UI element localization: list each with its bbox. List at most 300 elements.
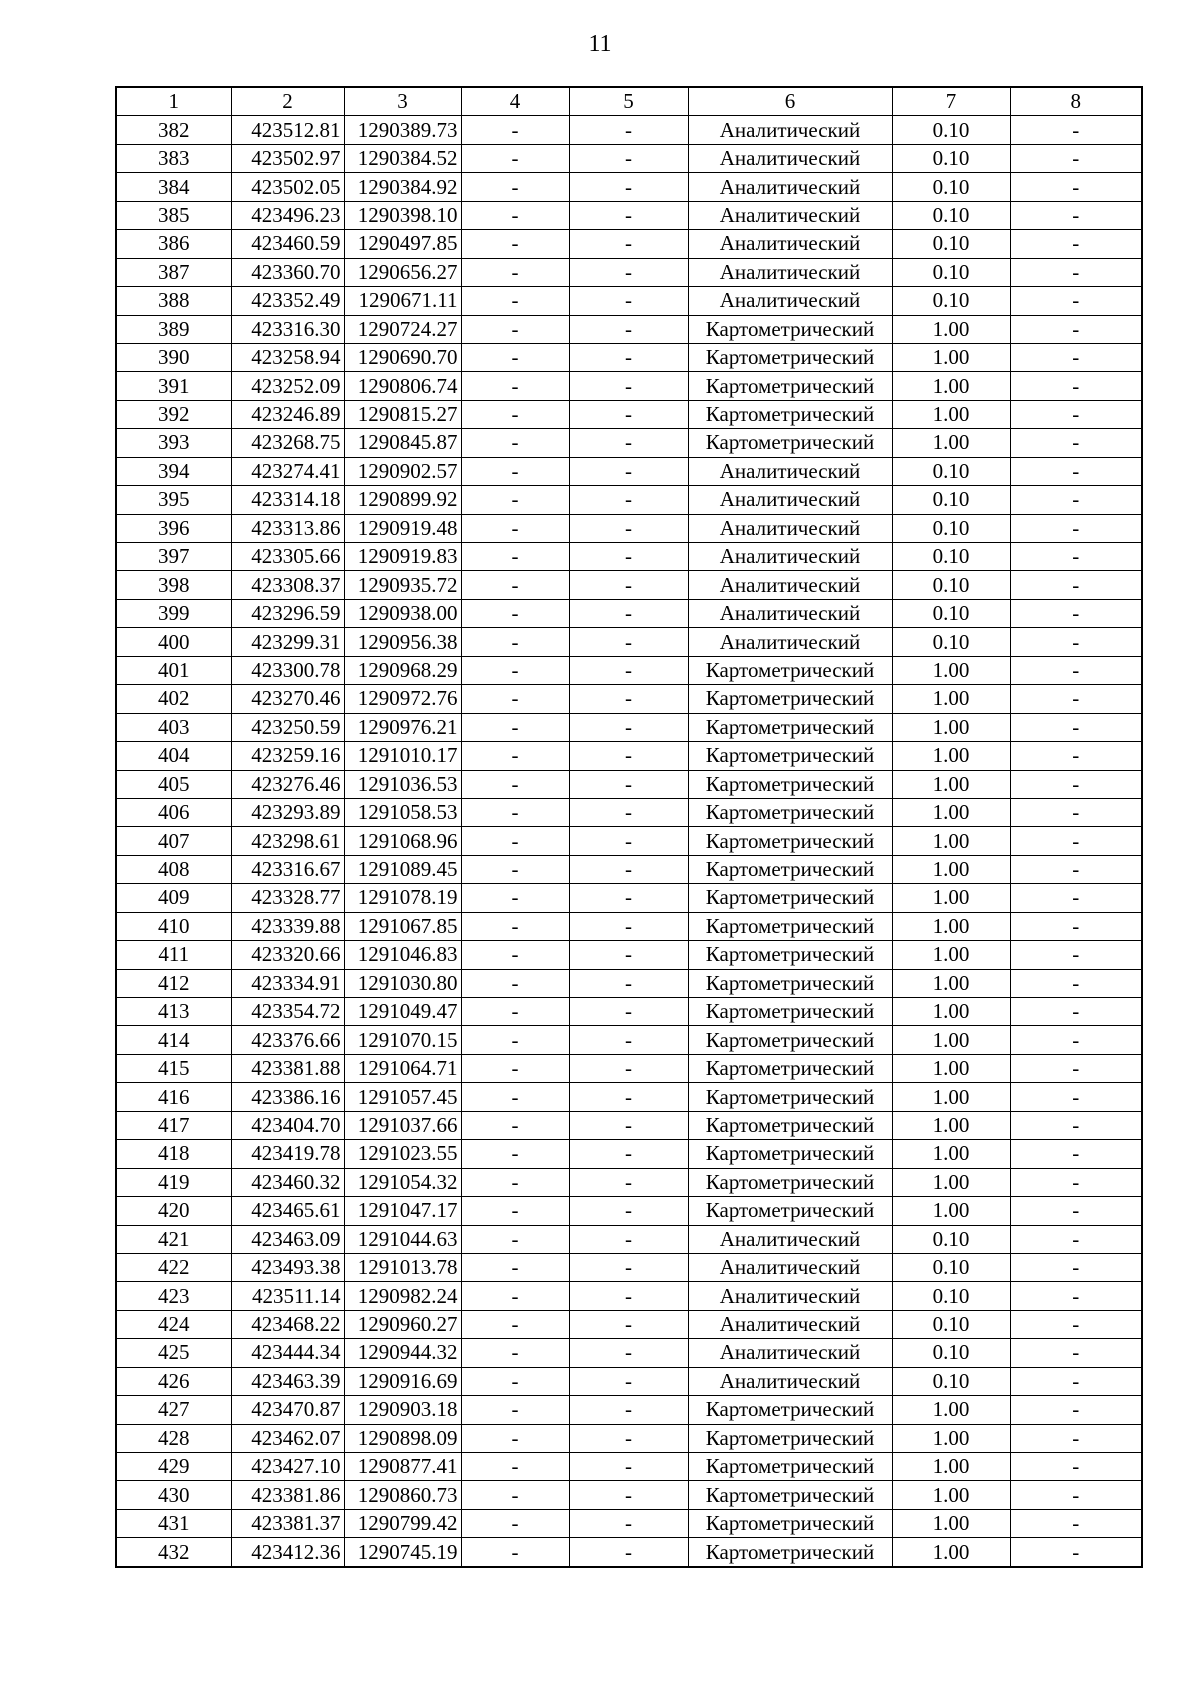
col8-cell: - xyxy=(1010,628,1142,656)
y-coordinate-cell: 1291078.19 xyxy=(344,884,461,912)
coordinates-table xyxy=(115,86,1143,1568)
accuracy-cell: 0.10 xyxy=(892,514,1010,542)
col4-cell: - xyxy=(461,628,569,656)
y-coordinate-cell: 1290690.70 xyxy=(344,343,461,371)
point-number-cell: 389 xyxy=(116,315,231,343)
col8-cell: - xyxy=(1010,1168,1142,1196)
accuracy-cell: 1.00 xyxy=(892,884,1010,912)
table-row xyxy=(116,685,1142,713)
col5-cell: - xyxy=(569,230,688,258)
col5-cell: - xyxy=(569,1339,688,1367)
col4-cell: - xyxy=(461,144,569,172)
point-number-cell: 420 xyxy=(116,1197,231,1225)
col8-cell: - xyxy=(1010,1253,1142,1281)
col4-cell: - xyxy=(461,457,569,485)
x-coordinate-cell: 423463.39 xyxy=(231,1367,344,1395)
point-number-cell: 384 xyxy=(116,173,231,201)
col5-cell: - xyxy=(569,400,688,428)
col5-cell: - xyxy=(569,173,688,201)
point-number-cell: 414 xyxy=(116,1026,231,1054)
column-header-1: 1 xyxy=(116,87,231,116)
col5-cell: - xyxy=(569,998,688,1026)
y-coordinate-cell: 1290982.24 xyxy=(344,1282,461,1310)
y-coordinate-cell: 1290972.76 xyxy=(344,685,461,713)
y-coordinate-cell: 1291013.78 xyxy=(344,1253,461,1281)
accuracy-cell: 1.00 xyxy=(892,1111,1010,1139)
column-header-8: 8 xyxy=(1010,87,1142,116)
x-coordinate-cell: 423463.09 xyxy=(231,1225,344,1253)
table-row xyxy=(116,1225,1142,1253)
table-row xyxy=(116,912,1142,940)
table-row xyxy=(116,770,1142,798)
col5-cell: - xyxy=(569,1111,688,1139)
col5-cell: - xyxy=(569,798,688,826)
accuracy-cell: 0.10 xyxy=(892,1253,1010,1281)
method-cell: Картометрический xyxy=(688,770,892,798)
col5-cell: - xyxy=(569,656,688,684)
col8-cell: - xyxy=(1010,1054,1142,1082)
col5-cell: - xyxy=(569,201,688,229)
col8-cell: - xyxy=(1010,514,1142,542)
y-coordinate-cell: 1290806.74 xyxy=(344,372,461,400)
table-row xyxy=(116,571,1142,599)
accuracy-cell: 1.00 xyxy=(892,1453,1010,1481)
col4-cell: - xyxy=(461,1396,569,1424)
col5-cell: - xyxy=(569,287,688,315)
x-coordinate-cell: 423352.49 xyxy=(231,287,344,315)
col8-cell: - xyxy=(1010,941,1142,969)
col4-cell: - xyxy=(461,372,569,400)
point-number-cell: 417 xyxy=(116,1111,231,1139)
point-number-cell: 432 xyxy=(116,1538,231,1567)
col4-cell: - xyxy=(461,116,569,144)
accuracy-cell: 1.00 xyxy=(892,1197,1010,1225)
y-coordinate-cell: 1290656.27 xyxy=(344,258,461,286)
table-row xyxy=(116,1367,1142,1395)
accuracy-cell: 1.00 xyxy=(892,1054,1010,1082)
y-coordinate-cell: 1290815.27 xyxy=(344,400,461,428)
y-coordinate-cell: 1291037.66 xyxy=(344,1111,461,1139)
point-number-cell: 408 xyxy=(116,855,231,883)
col4-cell: - xyxy=(461,1509,569,1537)
col5-cell: - xyxy=(569,827,688,855)
point-number-cell: 404 xyxy=(116,742,231,770)
x-coordinate-cell: 423293.89 xyxy=(231,798,344,826)
accuracy-cell: 1.00 xyxy=(892,969,1010,997)
table-row xyxy=(116,884,1142,912)
col5-cell: - xyxy=(569,1225,688,1253)
accuracy-cell: 0.10 xyxy=(892,230,1010,258)
col8-cell: - xyxy=(1010,998,1142,1026)
col8-cell: - xyxy=(1010,827,1142,855)
col5-cell: - xyxy=(569,116,688,144)
table-row xyxy=(116,1310,1142,1338)
point-number-cell: 425 xyxy=(116,1339,231,1367)
y-coordinate-cell: 1290902.57 xyxy=(344,457,461,485)
table-row xyxy=(116,543,1142,571)
col4-cell: - xyxy=(461,486,569,514)
method-cell: Аналитический xyxy=(688,486,892,514)
col5-cell: - xyxy=(569,1538,688,1567)
accuracy-cell: 1.00 xyxy=(892,1168,1010,1196)
x-coordinate-cell: 423354.72 xyxy=(231,998,344,1026)
table-row xyxy=(116,1253,1142,1281)
col5-cell: - xyxy=(569,315,688,343)
col4-cell: - xyxy=(461,1538,569,1567)
x-coordinate-cell: 423462.07 xyxy=(231,1424,344,1452)
col4-cell: - xyxy=(461,571,569,599)
y-coordinate-cell: 1290398.10 xyxy=(344,201,461,229)
point-number-cell: 394 xyxy=(116,457,231,485)
col5-cell: - xyxy=(569,429,688,457)
accuracy-cell: 1.00 xyxy=(892,742,1010,770)
accuracy-cell: 1.00 xyxy=(892,429,1010,457)
y-coordinate-cell: 1291049.47 xyxy=(344,998,461,1026)
point-number-cell: 403 xyxy=(116,713,231,741)
accuracy-cell: 1.00 xyxy=(892,912,1010,940)
accuracy-cell: 1.00 xyxy=(892,798,1010,826)
col5-cell: - xyxy=(569,628,688,656)
point-number-cell: 388 xyxy=(116,287,231,315)
table-body xyxy=(116,116,1142,1567)
table-row xyxy=(116,742,1142,770)
col4-cell: - xyxy=(461,685,569,713)
col8-cell: - xyxy=(1010,571,1142,599)
col5-cell: - xyxy=(569,1453,688,1481)
point-number-cell: 419 xyxy=(116,1168,231,1196)
method-cell: Аналитический xyxy=(688,1367,892,1395)
col8-cell: - xyxy=(1010,1367,1142,1395)
col4-cell: - xyxy=(461,343,569,371)
x-coordinate-cell: 423427.10 xyxy=(231,1453,344,1481)
table-row xyxy=(116,1197,1142,1225)
x-coordinate-cell: 423298.61 xyxy=(231,827,344,855)
x-coordinate-cell: 423314.18 xyxy=(231,486,344,514)
col8-cell: - xyxy=(1010,201,1142,229)
table-row xyxy=(116,1282,1142,1310)
method-cell: Аналитический xyxy=(688,1253,892,1281)
col4-cell: - xyxy=(461,855,569,883)
method-cell: Аналитический xyxy=(688,116,892,144)
point-number-cell: 405 xyxy=(116,770,231,798)
col4-cell: - xyxy=(461,1140,569,1168)
method-cell: Картометрический xyxy=(688,1396,892,1424)
col8-cell: - xyxy=(1010,315,1142,343)
col8-cell: - xyxy=(1010,1282,1142,1310)
method-cell: Картометрический xyxy=(688,969,892,997)
x-coordinate-cell: 423496.23 xyxy=(231,201,344,229)
col8-cell: - xyxy=(1010,1481,1142,1509)
table-row xyxy=(116,1453,1142,1481)
method-cell: Картометрический xyxy=(688,656,892,684)
y-coordinate-cell: 1290384.92 xyxy=(344,173,461,201)
method-cell: Картометрический xyxy=(688,1424,892,1452)
col8-cell: - xyxy=(1010,486,1142,514)
x-coordinate-cell: 423308.37 xyxy=(231,571,344,599)
point-number-cell: 395 xyxy=(116,486,231,514)
col5-cell: - xyxy=(569,1509,688,1537)
y-coordinate-cell: 1290919.48 xyxy=(344,514,461,542)
x-coordinate-cell: 423502.05 xyxy=(231,173,344,201)
y-coordinate-cell: 1290944.32 xyxy=(344,1339,461,1367)
accuracy-cell: 1.00 xyxy=(892,1424,1010,1452)
col4-cell: - xyxy=(461,1111,569,1139)
col4-cell: - xyxy=(461,315,569,343)
point-number-cell: 421 xyxy=(116,1225,231,1253)
col8-cell: - xyxy=(1010,798,1142,826)
accuracy-cell: 1.00 xyxy=(892,1396,1010,1424)
col4-cell: - xyxy=(461,770,569,798)
accuracy-cell: 1.00 xyxy=(892,1140,1010,1168)
col5-cell: - xyxy=(569,543,688,571)
y-coordinate-cell: 1291058.53 xyxy=(344,798,461,826)
method-cell: Картометрический xyxy=(688,1083,892,1111)
accuracy-cell: 0.10 xyxy=(892,1310,1010,1338)
col5-cell: - xyxy=(569,571,688,599)
x-coordinate-cell: 423339.88 xyxy=(231,912,344,940)
method-cell: Аналитический xyxy=(688,201,892,229)
col8-cell: - xyxy=(1010,1453,1142,1481)
point-number-cell: 422 xyxy=(116,1253,231,1281)
accuracy-cell: 0.10 xyxy=(892,1282,1010,1310)
col5-cell: - xyxy=(569,1140,688,1168)
y-coordinate-cell: 1291064.71 xyxy=(344,1054,461,1082)
method-cell: Картометрический xyxy=(688,855,892,883)
method-cell: Картометрический xyxy=(688,713,892,741)
table-row xyxy=(116,144,1142,172)
x-coordinate-cell: 423444.34 xyxy=(231,1339,344,1367)
method-cell: Картометрический xyxy=(688,884,892,912)
y-coordinate-cell: 1291023.55 xyxy=(344,1140,461,1168)
col8-cell: - xyxy=(1010,343,1142,371)
accuracy-cell: 1.00 xyxy=(892,343,1010,371)
point-number-cell: 429 xyxy=(116,1453,231,1481)
table-row xyxy=(116,1168,1142,1196)
table-header-row xyxy=(116,87,1142,116)
y-coordinate-cell: 1291089.45 xyxy=(344,855,461,883)
point-number-cell: 416 xyxy=(116,1083,231,1111)
point-number-cell: 411 xyxy=(116,941,231,969)
table-row xyxy=(116,173,1142,201)
y-coordinate-cell: 1290899.92 xyxy=(344,486,461,514)
y-coordinate-cell: 1291057.45 xyxy=(344,1083,461,1111)
x-coordinate-cell: 423316.30 xyxy=(231,315,344,343)
method-cell: Картометрический xyxy=(688,315,892,343)
y-coordinate-cell: 1290877.41 xyxy=(344,1453,461,1481)
accuracy-cell: 0.10 xyxy=(892,571,1010,599)
x-coordinate-cell: 423274.41 xyxy=(231,457,344,485)
point-number-cell: 427 xyxy=(116,1396,231,1424)
accuracy-cell: 1.00 xyxy=(892,400,1010,428)
table-row xyxy=(116,230,1142,258)
method-cell: Аналитический xyxy=(688,1339,892,1367)
col8-cell: - xyxy=(1010,429,1142,457)
table-row xyxy=(116,457,1142,485)
table-row xyxy=(116,201,1142,229)
col4-cell: - xyxy=(461,884,569,912)
col4-cell: - xyxy=(461,1367,569,1395)
x-coordinate-cell: 423360.70 xyxy=(231,258,344,286)
method-cell: Картометрический xyxy=(688,912,892,940)
col8-cell: - xyxy=(1010,685,1142,713)
col4-cell: - xyxy=(461,1310,569,1338)
table-row xyxy=(116,1538,1142,1567)
col5-cell: - xyxy=(569,1168,688,1196)
col5-cell: - xyxy=(569,1367,688,1395)
method-cell: Картометрический xyxy=(688,1538,892,1567)
accuracy-cell: 1.00 xyxy=(892,656,1010,684)
x-coordinate-cell: 423470.87 xyxy=(231,1396,344,1424)
col8-cell: - xyxy=(1010,543,1142,571)
y-coordinate-cell: 1291010.17 xyxy=(344,742,461,770)
col8-cell: - xyxy=(1010,855,1142,883)
table-row xyxy=(116,656,1142,684)
table-row xyxy=(116,372,1142,400)
x-coordinate-cell: 423300.78 xyxy=(231,656,344,684)
col8-cell: - xyxy=(1010,1509,1142,1537)
accuracy-cell: 0.10 xyxy=(892,116,1010,144)
accuracy-cell: 1.00 xyxy=(892,1538,1010,1567)
method-cell: Картометрический xyxy=(688,1026,892,1054)
col8-cell: - xyxy=(1010,1424,1142,1452)
accuracy-cell: 0.10 xyxy=(892,543,1010,571)
method-cell: Аналитический xyxy=(688,457,892,485)
x-coordinate-cell: 423381.86 xyxy=(231,1481,344,1509)
accuracy-cell: 1.00 xyxy=(892,827,1010,855)
table-row xyxy=(116,400,1142,428)
column-header-7: 7 xyxy=(892,87,1010,116)
method-cell: Аналитический xyxy=(688,543,892,571)
table-row xyxy=(116,1424,1142,1452)
point-number-cell: 383 xyxy=(116,144,231,172)
col5-cell: - xyxy=(569,486,688,514)
col5-cell: - xyxy=(569,884,688,912)
point-number-cell: 410 xyxy=(116,912,231,940)
method-cell: Аналитический xyxy=(688,287,892,315)
table-row xyxy=(116,969,1142,997)
y-coordinate-cell: 1290935.72 xyxy=(344,571,461,599)
point-number-cell: 392 xyxy=(116,400,231,428)
accuracy-cell: 0.10 xyxy=(892,287,1010,315)
x-coordinate-cell: 423296.59 xyxy=(231,599,344,627)
y-coordinate-cell: 1290745.19 xyxy=(344,1538,461,1567)
point-number-cell: 400 xyxy=(116,628,231,656)
table-row xyxy=(116,429,1142,457)
method-cell: Картометрический xyxy=(688,1453,892,1481)
col4-cell: - xyxy=(461,1083,569,1111)
table-row xyxy=(116,315,1142,343)
col8-cell: - xyxy=(1010,1026,1142,1054)
x-coordinate-cell: 423512.81 xyxy=(231,116,344,144)
table-row xyxy=(116,1509,1142,1537)
col5-cell: - xyxy=(569,969,688,997)
col5-cell: - xyxy=(569,855,688,883)
x-coordinate-cell: 423460.59 xyxy=(231,230,344,258)
point-number-cell: 430 xyxy=(116,1481,231,1509)
accuracy-cell: 0.10 xyxy=(892,599,1010,627)
y-coordinate-cell: 1290976.21 xyxy=(344,713,461,741)
method-cell: Картометрический xyxy=(688,998,892,1026)
table-row xyxy=(116,798,1142,826)
accuracy-cell: 1.00 xyxy=(892,941,1010,969)
method-cell: Аналитический xyxy=(688,258,892,286)
col4-cell: - xyxy=(461,827,569,855)
col5-cell: - xyxy=(569,258,688,286)
method-cell: Аналитический xyxy=(688,1310,892,1338)
col8-cell: - xyxy=(1010,1140,1142,1168)
y-coordinate-cell: 1290799.42 xyxy=(344,1509,461,1537)
x-coordinate-cell: 423259.16 xyxy=(231,742,344,770)
y-coordinate-cell: 1290724.27 xyxy=(344,315,461,343)
col4-cell: - xyxy=(461,1424,569,1452)
col5-cell: - xyxy=(569,343,688,371)
y-coordinate-cell: 1290960.27 xyxy=(344,1310,461,1338)
point-number-cell: 409 xyxy=(116,884,231,912)
y-coordinate-cell: 1290956.38 xyxy=(344,628,461,656)
col8-cell: - xyxy=(1010,656,1142,684)
point-number-cell: 399 xyxy=(116,599,231,627)
method-cell: Картометрический xyxy=(688,1197,892,1225)
x-coordinate-cell: 423404.70 xyxy=(231,1111,344,1139)
method-cell: Аналитический xyxy=(688,144,892,172)
col4-cell: - xyxy=(461,1339,569,1367)
y-coordinate-cell: 1290938.00 xyxy=(344,599,461,627)
col4-cell: - xyxy=(461,998,569,1026)
accuracy-cell: 0.10 xyxy=(892,486,1010,514)
method-cell: Картометрический xyxy=(688,941,892,969)
y-coordinate-cell: 1290860.73 xyxy=(344,1481,461,1509)
y-coordinate-cell: 1290384.52 xyxy=(344,144,461,172)
col8-cell: - xyxy=(1010,287,1142,315)
point-number-cell: 413 xyxy=(116,998,231,1026)
accuracy-cell: 0.10 xyxy=(892,628,1010,656)
column-header-3: 3 xyxy=(344,87,461,116)
point-number-cell: 396 xyxy=(116,514,231,542)
method-cell: Картометрический xyxy=(688,1140,892,1168)
col8-cell: - xyxy=(1010,400,1142,428)
point-number-cell: 423 xyxy=(116,1282,231,1310)
col5-cell: - xyxy=(569,941,688,969)
col4-cell: - xyxy=(461,798,569,826)
col4-cell: - xyxy=(461,230,569,258)
method-cell: Картометрический xyxy=(688,798,892,826)
col4-cell: - xyxy=(461,1253,569,1281)
col4-cell: - xyxy=(461,1282,569,1310)
accuracy-cell: 0.10 xyxy=(892,144,1010,172)
method-cell: Картометрический xyxy=(688,1509,892,1537)
col5-cell: - xyxy=(569,144,688,172)
col8-cell: - xyxy=(1010,372,1142,400)
col8-cell: - xyxy=(1010,770,1142,798)
accuracy-cell: 0.10 xyxy=(892,1225,1010,1253)
x-coordinate-cell: 423299.31 xyxy=(231,628,344,656)
column-header-6: 6 xyxy=(688,87,892,116)
col8-cell: - xyxy=(1010,1396,1142,1424)
col4-cell: - xyxy=(461,713,569,741)
x-coordinate-cell: 423258.94 xyxy=(231,343,344,371)
col5-cell: - xyxy=(569,1282,688,1310)
accuracy-cell: 1.00 xyxy=(892,1026,1010,1054)
y-coordinate-cell: 1291046.83 xyxy=(344,941,461,969)
table-row xyxy=(116,713,1142,741)
x-coordinate-cell: 423502.97 xyxy=(231,144,344,172)
table-row xyxy=(116,486,1142,514)
col8-cell: - xyxy=(1010,1083,1142,1111)
point-number-cell: 391 xyxy=(116,372,231,400)
method-cell: Картометрический xyxy=(688,372,892,400)
col5-cell: - xyxy=(569,1197,688,1225)
table-row xyxy=(116,827,1142,855)
